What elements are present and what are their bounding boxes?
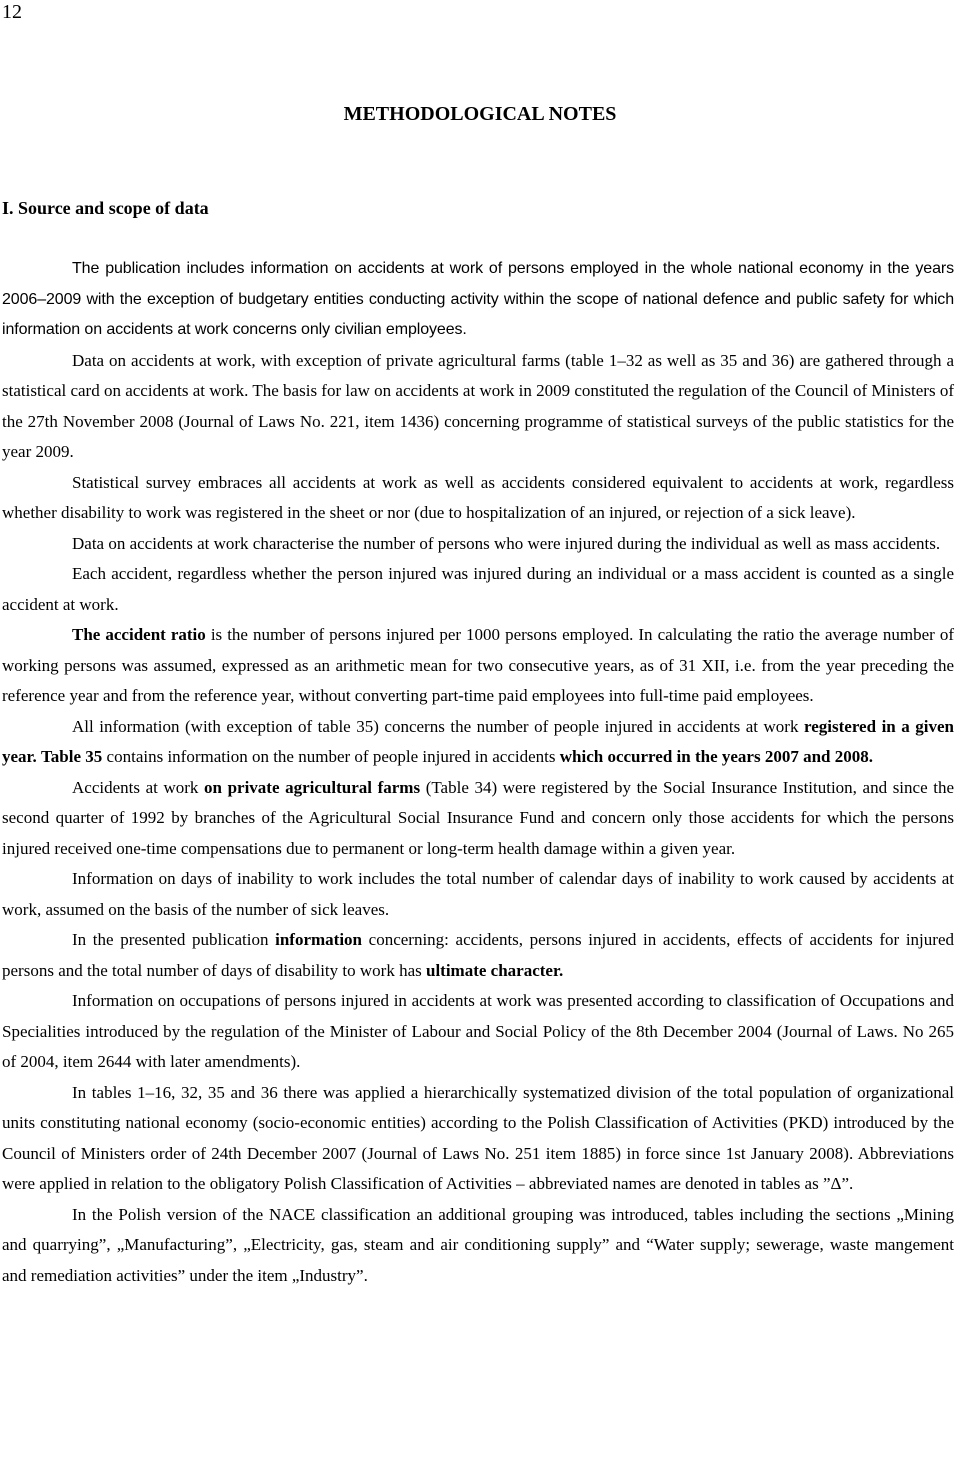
section-heading: I. Source and scope of data xyxy=(2,198,209,218)
text-run: contains information on the number of people injured in accidents xyxy=(102,747,560,766)
paragraph: Information on occupations of persons injured in accidents at work was presented according to classification of Occupations and Specialities introduced by the regulation of the Minister of Labour and Social Policy of the 8th December 2004 (Journal of Laws. No 265 of 2004, item 2644 with later amendments). xyxy=(2,991,954,1071)
paragraph xyxy=(2,925,954,986)
bold-term: Table 35 xyxy=(41,747,103,766)
bold-term: ultimate character. xyxy=(425,960,564,980)
paragraph: Data on accidents at work characterise the number of persons who were injured during the individual as well as mass accidents. xyxy=(72,533,941,553)
paragraph: Statistical survey embraces all accidents at work as well as accidents considered equivalent to accidents at work, regardless whether disability to work was registered in the sheet or nor (due to hospitalization of an injured, or rejection of a sick leave). xyxy=(2,472,954,522)
text-run: All information (with exception of table 35) concerns the number of people injured in accidents at work xyxy=(72,716,804,736)
text-run: concerning: accidents, persons injured in accidents, effects of accidents for injured persons and the total number of days of disability to work has xyxy=(2,930,954,980)
paragraph: Each accident, regardless whether the person injured was injured during an individual or a mass accident is counted as a single accident at work. xyxy=(2,564,954,614)
bold-term: The accident ratio xyxy=(72,625,206,644)
text-run: Accidents at work xyxy=(72,777,205,797)
page-title: METHODOLOGICAL NOTES xyxy=(343,103,617,125)
page-number: 12 xyxy=(2,1,22,23)
paragraph xyxy=(2,773,954,865)
paragraph: In tables 1–16, 32, 35 and 36 there was applied a hierarchically systematized division of the total population of organizational units constituting national economy (socio-economic entities) according to the Polish Classification of Activities (PKD) introduced by the Council of Ministers order of 24th December 2007 (Journal of Laws No. 251 item 1885) in force since 1st January 2008). Abbreviations were applied in relation to the obligatory Polish Classification of Activities – abbreviated names are denoted in tables as ”Δ”. xyxy=(2,1082,954,1193)
text-run: (Table 34) were registered by the Social Insurance Institution, and since the second quarter of 1992 by branches of the Agricultural Social Insurance Fund and concern only those accidents for which the persons injured received one-time compensations due to permanent or long-term health damage within a given year. xyxy=(2,777,954,858)
paragraph: Data on accidents at work, with exception of private agricultural farms (table 1–32 as well as 35 and 36) are gathered through a statistical card on accidents at work. The basis for law on accidents at work in 2009 constituted the regulation of the Council of Ministers of the 27th November 2008 (Journal of Laws No. 221, item 1436) concerning programme of statistical surveys of the public statistics for the year 2009. xyxy=(2,350,954,461)
text-run: In the presented publication xyxy=(72,930,276,949)
paragraph xyxy=(2,620,954,712)
paragraph: The publication includes information on accidents at work of persons employed in the whole national economy in the years 2006–2009 with the exception of budgetary entities conducting activity within the scope of national defence and public safety for which information on accidents at work concerns only civilian employees. xyxy=(2,260,954,338)
paragraph: Information on days of inability to work includes the total number of calendar days of inability to work caused by accidents at work, assumed on the basis of the number of sick leaves. xyxy=(2,869,954,919)
bold-term: which occurred in the years 2007 and 2008. xyxy=(559,747,874,766)
paragraph: In the Polish version of the NACE classification an additional grouping was introduced, tables including the sections „Mining and quarrying”, „Manufacturing”, „Electricity, gas, steam and air conditioning supply” and “Water supply; sewerage, waste mangement and remediation activities” under the item „Industry”. xyxy=(2,1204,954,1285)
text-run: is the number of persons injured per 1000 persons employed. In calculating the ratio the average number of working persons was assumed, expressed as an arithmetic mean for two consecutive years, as of 31 XII, i.e. from the year preceding the reference year and from the reference year, without converting part-time paid employees into full-time paid employees. xyxy=(2,625,954,705)
bold-term: on private agricultural farms xyxy=(204,777,421,797)
bold-term: information xyxy=(275,930,363,949)
body-text xyxy=(2,254,954,1291)
paragraph xyxy=(2,712,954,773)
bold-term: registered in a given year. xyxy=(2,716,954,766)
